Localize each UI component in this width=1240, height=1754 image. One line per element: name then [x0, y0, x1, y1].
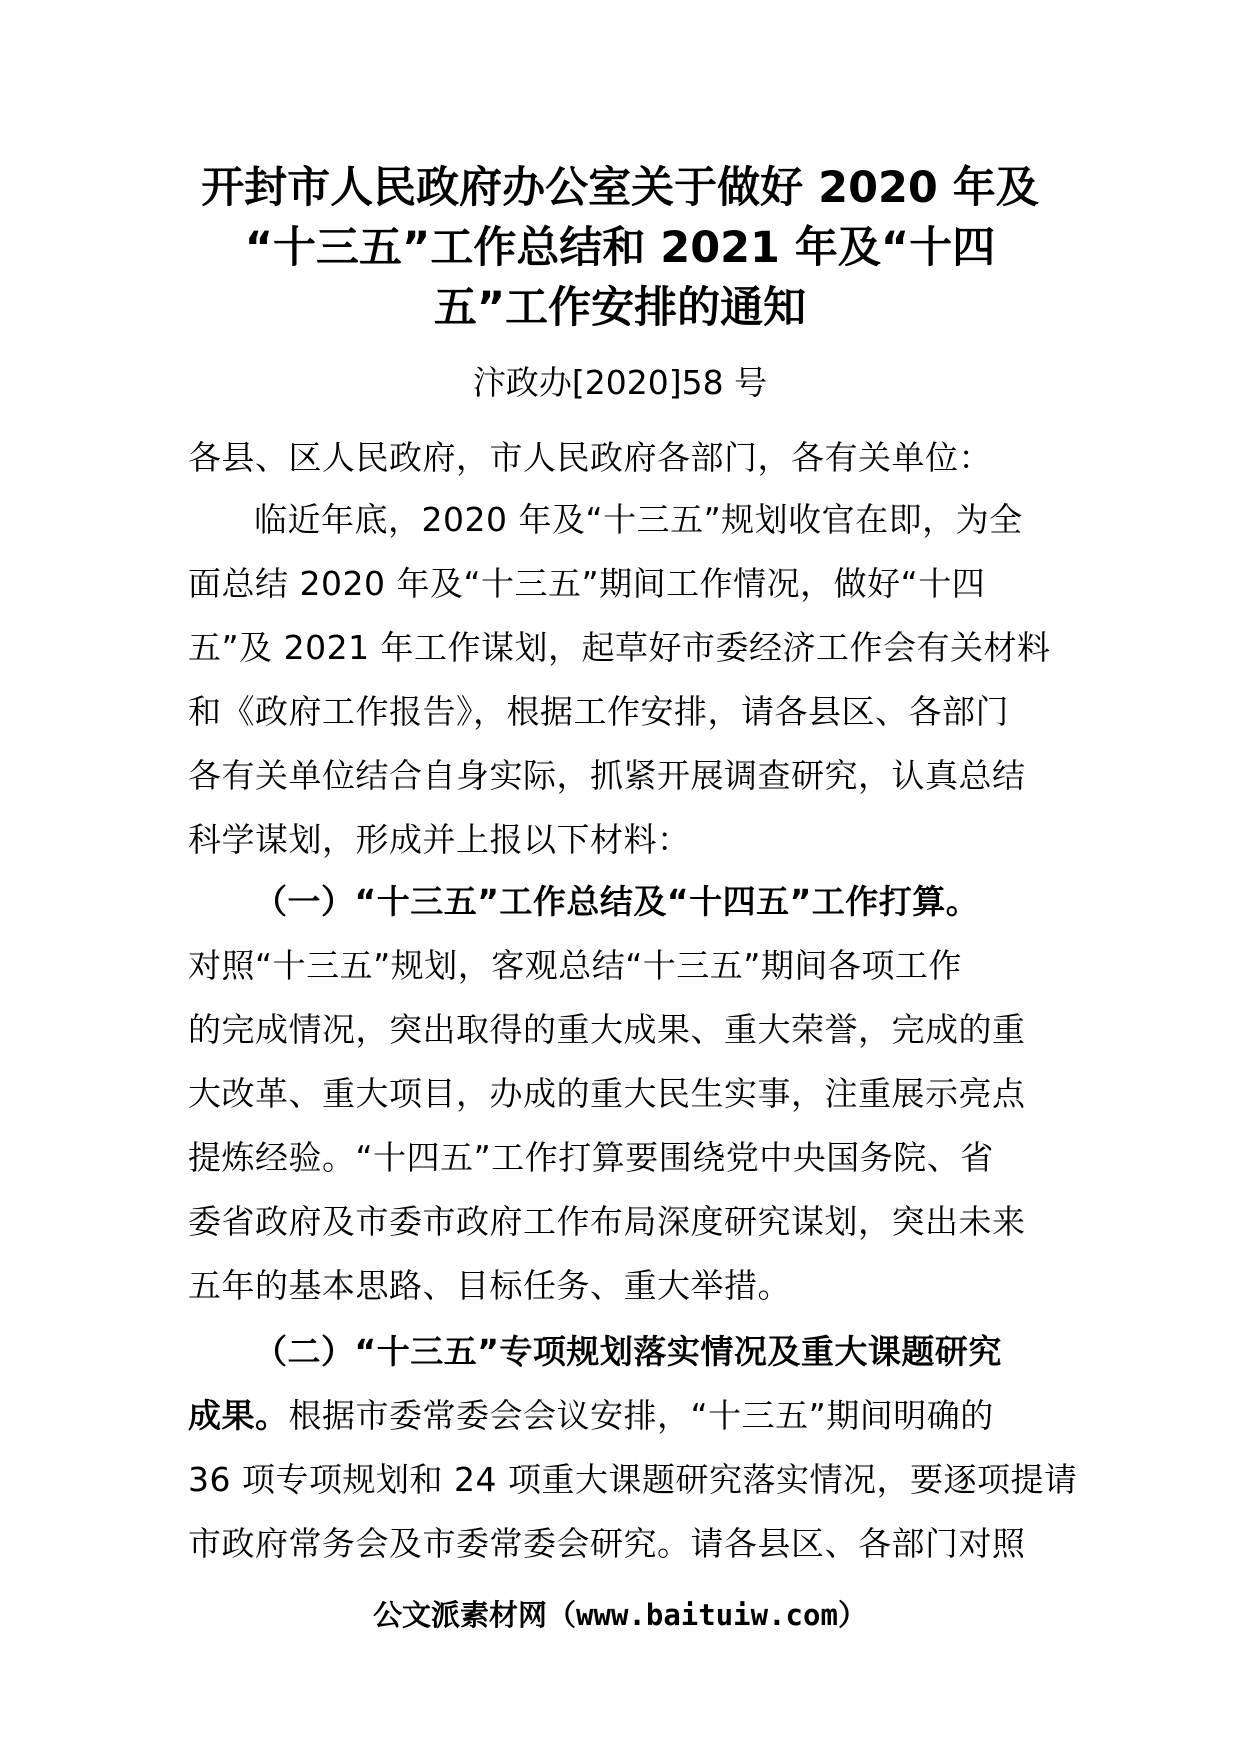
paragraph-line: 临近年底，2020 年及“十三五”规划收官在即，为全: [254, 500, 1023, 539]
paragraph-line: 大改革、重大项目，办成的重大民生实事，注重展示亮点: [188, 1074, 1026, 1113]
section-1-heading: （一）“十三五”工作总结及“十四五”工作打算。: [254, 882, 980, 921]
section-2-heading: （二）“十三五”专项规划落实情况及重大课题研究: [254, 1332, 1002, 1371]
section-2-text-start: 根据市委常委会会议安排，“十三五”期间明确的: [288, 1396, 994, 1435]
title-line-3: 五”工作安排的通知: [433, 283, 807, 333]
paragraph-intro: [188, 488, 1058, 872]
document-number: 汴政办[2020]58 号: [472, 363, 768, 402]
addressee: [188, 426, 1058, 490]
title-line-1: 开封市人民政府办公室关于做好 2020 年及: [201, 163, 1039, 213]
paragraph-line: 各有关单位结合自身实际，抓紧开展调查研究，认真总结: [188, 756, 1026, 795]
addressee-line: 各县、区人民政府，市人民政府各部门，各有关单位：: [188, 438, 992, 477]
paragraph-line: 面总结 2020 年及“十三五”期间工作情况，做好“十四: [188, 564, 986, 603]
paragraph-line: 委省政府及市委市政府工作布局深度研究谋划，突出未来: [188, 1202, 1026, 1241]
paragraph-line: 36 项专项规划和 24 项重大课题研究落实情况，要逐项提请: [188, 1460, 1078, 1499]
paragraph-line: 五”及 2021 年工作谋划，起草好市委经济工作会有关材料: [188, 628, 1051, 667]
paragraph-line: 的完成情况，突出取得的重大成果、重大荣誉，完成的重: [188, 1010, 1026, 1049]
title-line-2: “十三五”工作总结和 2021 年及“十四: [244, 223, 996, 273]
paragraph-section-1: [188, 870, 1058, 1318]
paragraph-line: 和《政府工作报告》，根据工作安排，请各县区、各部门: [188, 692, 1009, 731]
paragraph-line: 市政府常务会及市委常委会研究。请各县区、各部门对照: [188, 1524, 1026, 1563]
paragraph-section-2: [188, 1320, 1078, 1576]
paragraph-line: 科学谋划，形成并上报以下材料：: [188, 820, 691, 859]
section-2-heading-end: 成果。: [188, 1396, 289, 1435]
paragraph-line: 提炼经验。“十四五”工作打算要围绕党中央国务院、省: [188, 1138, 994, 1177]
paragraph-line: [188, 1384, 1058, 1448]
document-title: [150, 158, 1090, 338]
paragraph-line: 对照“十三五”规划，客观总结“十三五”期间各项工作: [188, 946, 962, 985]
paragraph-line: 五年的基本思路、目标任务、重大举措。: [188, 1266, 791, 1305]
footer-watermark-text: 公文派素材网（www.baituiw.com）: [373, 1598, 867, 1632]
